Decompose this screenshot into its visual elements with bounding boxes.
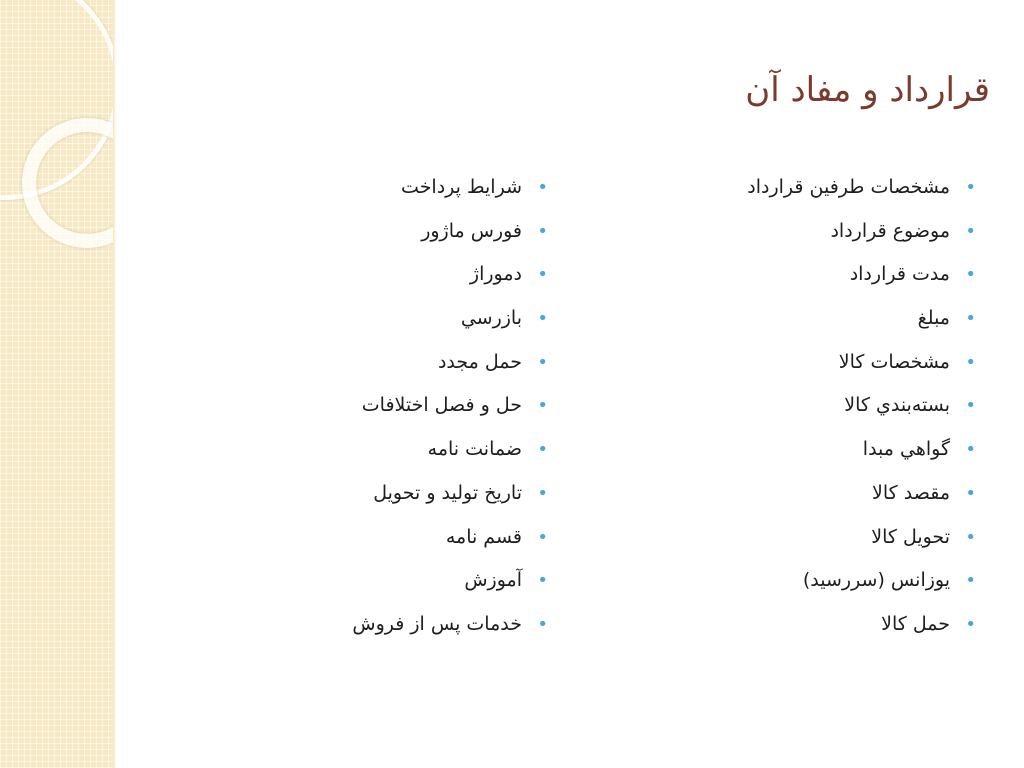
bullet-icon: • (965, 482, 976, 504)
bullet-icon: • (537, 220, 548, 242)
bullet-text: فورس ماژور (421, 219, 522, 242)
bullet-text: مشخصات طرفين قرارداد (747, 176, 950, 198)
bullet-icon: • (965, 177, 976, 198)
bullet-icon: • (965, 526, 976, 548)
bullet-item (352, 516, 548, 560)
bullet-icon: • (537, 264, 548, 286)
bullet-icon: • (965, 308, 976, 330)
bullet-text: تاريخ توليد و تحويل (373, 481, 522, 504)
bullet-icon: • (537, 570, 548, 592)
bullet-text: دموراژ (469, 263, 522, 286)
bullet-item (747, 253, 976, 297)
bullet-text: قسم نامه (445, 525, 522, 548)
left-bullet-list (352, 166, 548, 647)
bullet-item (747, 516, 976, 560)
right-bullet-list (747, 166, 976, 647)
bullet-icon: • (537, 613, 548, 635)
bullet-icon: • (537, 308, 548, 330)
bullet-text: مبلغ (917, 307, 950, 330)
bullet-item (352, 297, 548, 341)
bullet-item (747, 297, 976, 341)
decorative-side-panel (0, 0, 113, 768)
slide-title: قرارداد و مفاد آن (745, 70, 990, 110)
bullet-icon: • (537, 482, 548, 504)
bullet-item (747, 166, 976, 210)
bullet-item (747, 210, 976, 254)
bullet-icon: • (537, 439, 548, 461)
bullet-text: آموزش (464, 569, 522, 592)
bullet-text: مشخصات كالا (838, 350, 950, 373)
bullet-icon: • (537, 395, 548, 417)
bullet-text: مدت قرارداد (849, 263, 950, 286)
bullet-icon: • (965, 439, 976, 461)
bullet-text: گواهي مبدا (862, 438, 950, 461)
bullet-icon: • (965, 264, 976, 286)
side-panel-edge (113, 0, 117, 768)
bullet-item (747, 472, 976, 516)
bullet-icon: • (965, 613, 976, 635)
bullet-text: حمل كالا (881, 612, 950, 635)
bullet-item (747, 559, 976, 603)
bullet-text: حل و فصل اختلافات (361, 394, 522, 417)
bullet-text: حمل مجدد (437, 350, 522, 373)
bullet-text: شرايط پرداخت (401, 176, 522, 198)
bullet-item (352, 384, 548, 428)
bullet-item (352, 166, 548, 210)
bullet-icon: • (965, 395, 976, 417)
bullet-text: ضمانت نامه (427, 438, 522, 461)
bullet-text: بازرسي (460, 307, 522, 330)
bullet-icon: • (965, 220, 976, 242)
bullet-icon: • (537, 351, 548, 373)
bullet-item (352, 341, 548, 385)
bullet-item (747, 603, 976, 647)
bullet-item (352, 253, 548, 297)
bullet-item (352, 603, 548, 647)
bullet-item (747, 341, 976, 385)
bullet-item (352, 472, 548, 516)
bullet-icon: • (537, 526, 548, 548)
bullet-item (747, 384, 976, 428)
bullet-text: تحويل كالا (871, 525, 950, 548)
bullet-text: بسته‌بندي كالا (844, 394, 950, 417)
bullet-text: يوزانس (سررسيد) (802, 569, 950, 592)
bullet-icon: • (965, 570, 976, 592)
bullet-item (747, 428, 976, 472)
bullet-text: موضوع قرارداد (830, 219, 950, 242)
bullet-text: مقصد كالا (872, 481, 950, 504)
bullet-icon: • (965, 351, 976, 373)
bullet-icon: • (537, 177, 548, 198)
bullet-item (352, 559, 548, 603)
bullet-item (352, 428, 548, 472)
bullet-item (352, 210, 548, 254)
bullet-text: خدمات پس از فروش (352, 612, 522, 635)
